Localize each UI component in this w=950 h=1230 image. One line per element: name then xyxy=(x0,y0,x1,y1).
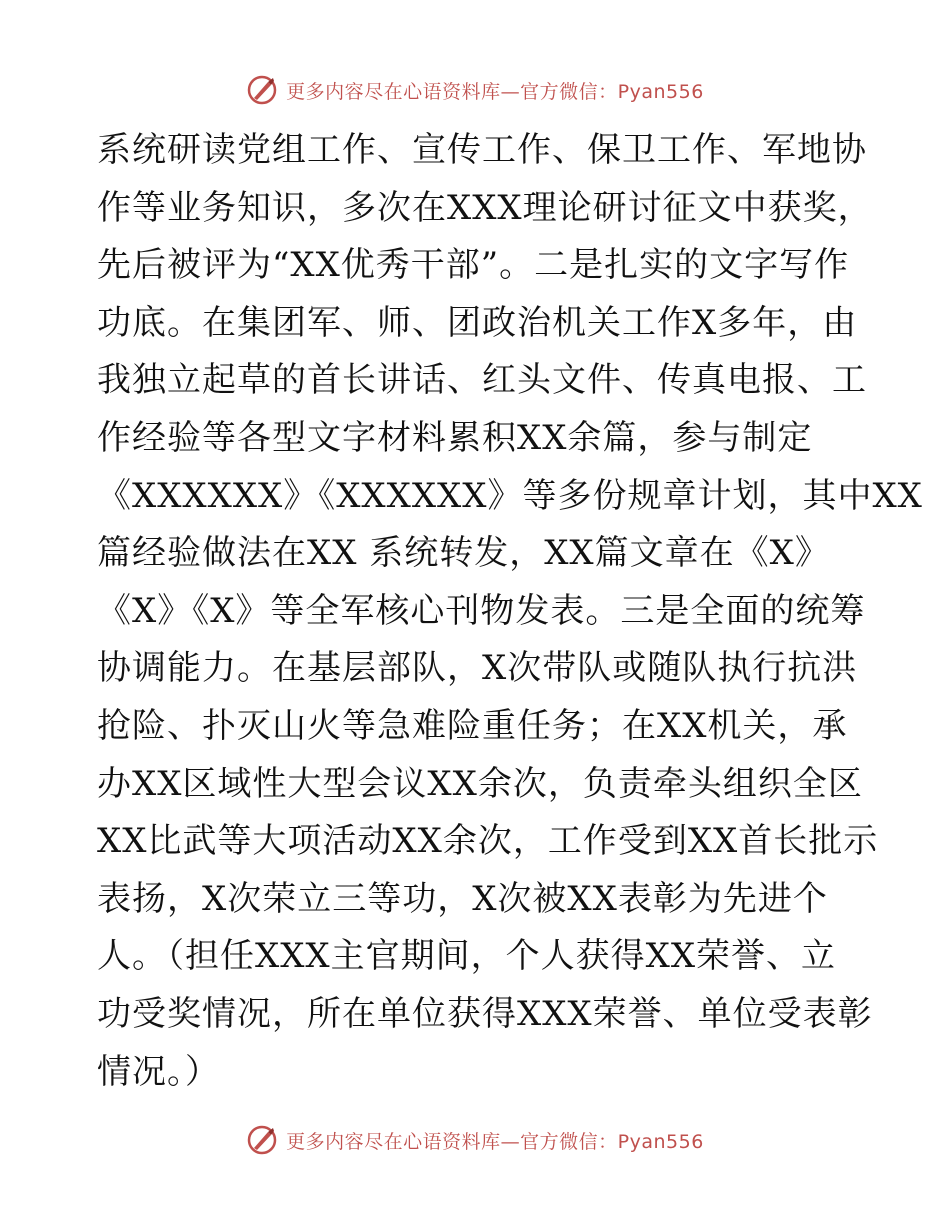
body-line: 篇经验做法在XX 系统转发，XX篇文章在《X》 xyxy=(97,533,830,574)
body-line: 情况。） xyxy=(97,1051,220,1092)
quill-logo-icon xyxy=(246,1124,278,1156)
footer-banner xyxy=(0,1120,950,1160)
body-line: 抢险、扑灭山火等急难险重任务；在XX机关，承 xyxy=(97,705,848,746)
body-line: 人。（担任XXX主官期间，个人获得XX荣誉、立 xyxy=(97,936,837,977)
footer-wechat-id: Pyan556 xyxy=(617,1130,704,1153)
body-line: XX比武等大项活动XX余次，工作受到XX首长批示 xyxy=(97,821,879,862)
body-line: 先后被评为“XX优秀干部”。二是扎实的文字写作 xyxy=(97,245,850,286)
body-line: 我独立起草的首长讲话、红头文件、传真电报、工 xyxy=(97,360,867,401)
document-body xyxy=(97,122,923,1101)
body-line: 系统研读党组工作、宣传工作、保卫工作、军地协 xyxy=(97,130,867,170)
body-line: 办XX区域性大型会议XX余次，负责牵头组织全区 xyxy=(97,763,863,804)
body-line: 作经验等各型文字材料累积XX余篇，参与制定 xyxy=(97,417,813,458)
header-banner xyxy=(0,70,950,110)
body-line: 协调能力。在基层部队，X次带队或随队执行抗洪 xyxy=(97,648,858,689)
body-line: 《X》《X》等全军核心刊物发表。三是全面的统筹 xyxy=(97,590,866,631)
body-line: 功底。在集团军、师、团政治机关工作X多年，由 xyxy=(97,302,858,343)
body-line: 功受奖情况，所在单位获得XXX荣誉、单位受表彰 xyxy=(97,993,873,1034)
quill-logo-icon xyxy=(246,74,278,106)
header-banner-text: 更多内容尽在心语资料库—官方微信：Pyan556 xyxy=(286,80,704,103)
body-line: 作等业务知识，多次在XXX理论研讨征文中获奖， xyxy=(97,187,873,228)
footer-banner-text: 更多内容尽在心语资料库—官方微信：Pyan556 xyxy=(286,1130,704,1153)
body-line: 《XXXXXX》《XXXXXX》等多份规章计划，其中XX xyxy=(97,475,923,516)
body-line: 表扬，X次荣立三等功，X次被XX表彰为先进个 xyxy=(97,878,828,919)
header-wechat-id: Pyan556 xyxy=(617,80,704,103)
